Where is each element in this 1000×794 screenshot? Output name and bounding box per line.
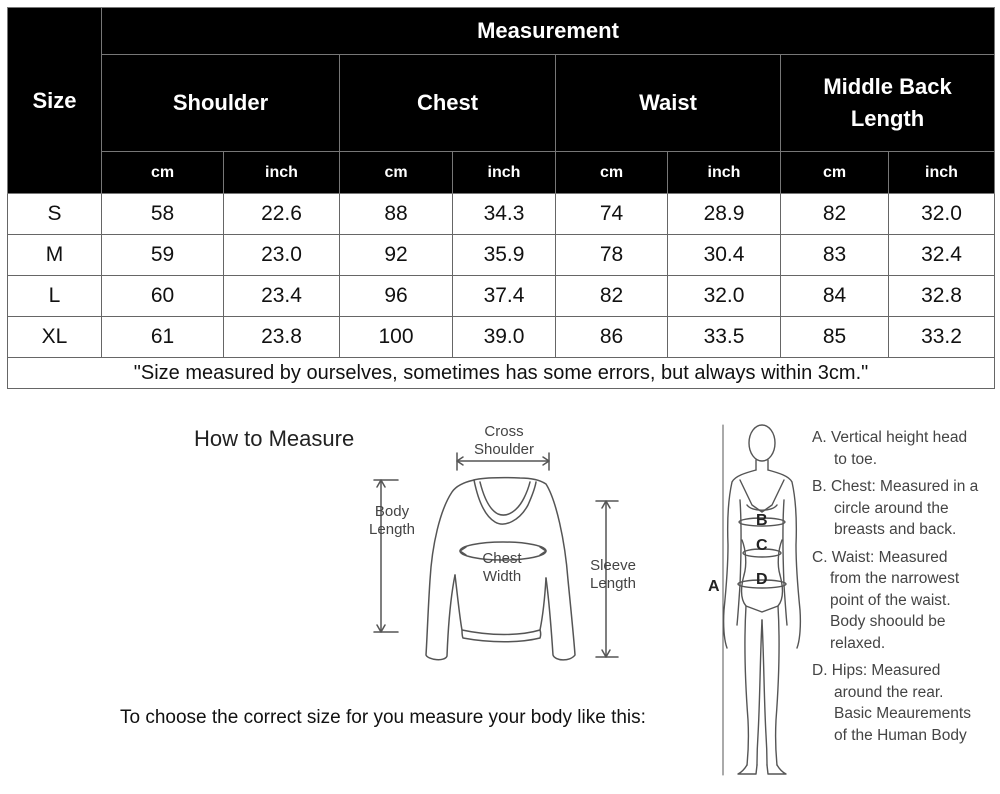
middle-back-length-header — [781, 55, 995, 152]
measurement-notes — [812, 427, 1000, 752]
cross-shoulder-text: Shoulder — [473, 441, 535, 458]
note-line: C. Waist: Measured — [812, 548, 948, 566]
chest-header: Chest — [340, 55, 556, 152]
table-cell: 34.3 — [453, 194, 556, 235]
unit-header: inch — [224, 152, 340, 194]
cross-shoulder-text: Cross — [484, 423, 524, 440]
note-line: B. Chest: Measured in a — [812, 478, 979, 495]
table-row — [8, 194, 995, 235]
size-chart-table — [7, 7, 995, 389]
unit-header: inch — [668, 152, 781, 194]
table-cell: 58 — [102, 194, 224, 235]
body-length-label — [362, 503, 422, 539]
note-line: breasts and back. — [834, 521, 957, 538]
marker-c: C — [756, 537, 768, 554]
note-line: from the narrowest — [830, 570, 960, 587]
table-cell: 23.4 — [224, 276, 340, 317]
note-vertical-height — [812, 427, 1000, 470]
size-note: "Size measured by ourselves, sometimes has some errors, but always within 3cm." — [8, 358, 995, 389]
table-cell: 23.0 — [224, 235, 340, 276]
table-cell: 30.4 — [668, 235, 781, 276]
table-cell: 88 — [340, 194, 453, 235]
table-cell: 86 — [556, 317, 668, 358]
size-header: Size — [8, 8, 102, 194]
table-cell: 32.0 — [668, 276, 781, 317]
size-cell: L — [8, 276, 102, 317]
table-cell: 92 — [340, 235, 453, 276]
body-figure-illustration — [700, 415, 810, 780]
table-cell: 32.4 — [889, 235, 995, 276]
choose-size-instruction: To choose the correct size for you measure your body like this: — [120, 707, 646, 728]
table-cell: 84 — [781, 276, 889, 317]
note-line: of the Human Body — [834, 726, 967, 744]
how-to-measure-title: How to Measure — [194, 426, 355, 451]
table-cell: 85 — [781, 317, 889, 358]
table-cell: 33.5 — [668, 317, 781, 358]
marker-d: D — [756, 571, 768, 588]
note-line: to toe. — [834, 450, 878, 468]
unit-header: inch — [453, 152, 556, 194]
table-cell: 32.8 — [889, 276, 995, 317]
note-line: A. Vertical height head — [812, 429, 968, 446]
note-line: around the rear. — [834, 683, 944, 701]
chest-width-text: Chest — [482, 550, 522, 567]
chest-width-text: Width — [482, 568, 522, 585]
body-length-text: Length — [369, 521, 415, 538]
table-cell: 28.9 — [668, 194, 781, 235]
table-cell: 32.0 — [889, 194, 995, 235]
table-cell: 82 — [781, 194, 889, 235]
measurement-header: Measurement — [102, 8, 995, 55]
unit-header: inch — [889, 152, 995, 194]
body-length-text: Body — [374, 503, 410, 520]
table-cell: 23.8 — [224, 317, 340, 358]
shoulder-header: Shoulder — [102, 55, 340, 152]
table-row — [8, 276, 995, 317]
waist-header: Waist — [556, 55, 781, 152]
unit-header: cm — [340, 152, 453, 194]
note-chest — [812, 476, 1000, 541]
table-cell: 60 — [102, 276, 224, 317]
table-cell: 61 — [102, 317, 224, 358]
table-cell: 82 — [556, 276, 668, 317]
unit-header: cm — [556, 152, 668, 194]
note-hips — [812, 660, 1000, 746]
table-cell: 96 — [340, 276, 453, 317]
sleeve-length-text: Sleeve — [590, 557, 636, 574]
table-cell: 83 — [781, 235, 889, 276]
table-row — [8, 235, 995, 276]
note-line: relaxed. — [830, 634, 886, 652]
table-cell: 100 — [340, 317, 453, 358]
unit-header: cm — [102, 152, 224, 194]
note-line: Body shoould be — [830, 613, 946, 630]
middle-back-length-text: Middle Back Length — [823, 74, 952, 131]
note-waist — [812, 547, 1000, 655]
note-line: D. Hips: Measured — [812, 662, 941, 679]
sleeve-length-label — [582, 557, 644, 593]
table-cell: 74 — [556, 194, 668, 235]
note-line: circle around the — [834, 499, 949, 517]
chest-width-label — [470, 550, 534, 586]
marker-a: A — [708, 578, 720, 595]
table-cell: 22.6 — [224, 194, 340, 235]
table-cell: 78 — [556, 235, 668, 276]
cross-shoulder-label — [466, 423, 542, 459]
marker-b: B — [756, 512, 768, 529]
size-cell: M — [8, 235, 102, 276]
size-cell: XL — [8, 317, 102, 358]
note-line: Basic Meaurements — [834, 705, 971, 722]
size-cell: S — [8, 194, 102, 235]
note-line: point of the waist. — [830, 591, 951, 609]
table-cell: 59 — [102, 235, 224, 276]
table-cell: 33.2 — [889, 317, 995, 358]
unit-header: cm — [781, 152, 889, 194]
sleeve-length-text: Length — [590, 575, 636, 592]
table-cell: 39.0 — [453, 317, 556, 358]
table-row — [8, 317, 995, 358]
table-cell: 35.9 — [453, 235, 556, 276]
table-cell: 37.4 — [453, 276, 556, 317]
